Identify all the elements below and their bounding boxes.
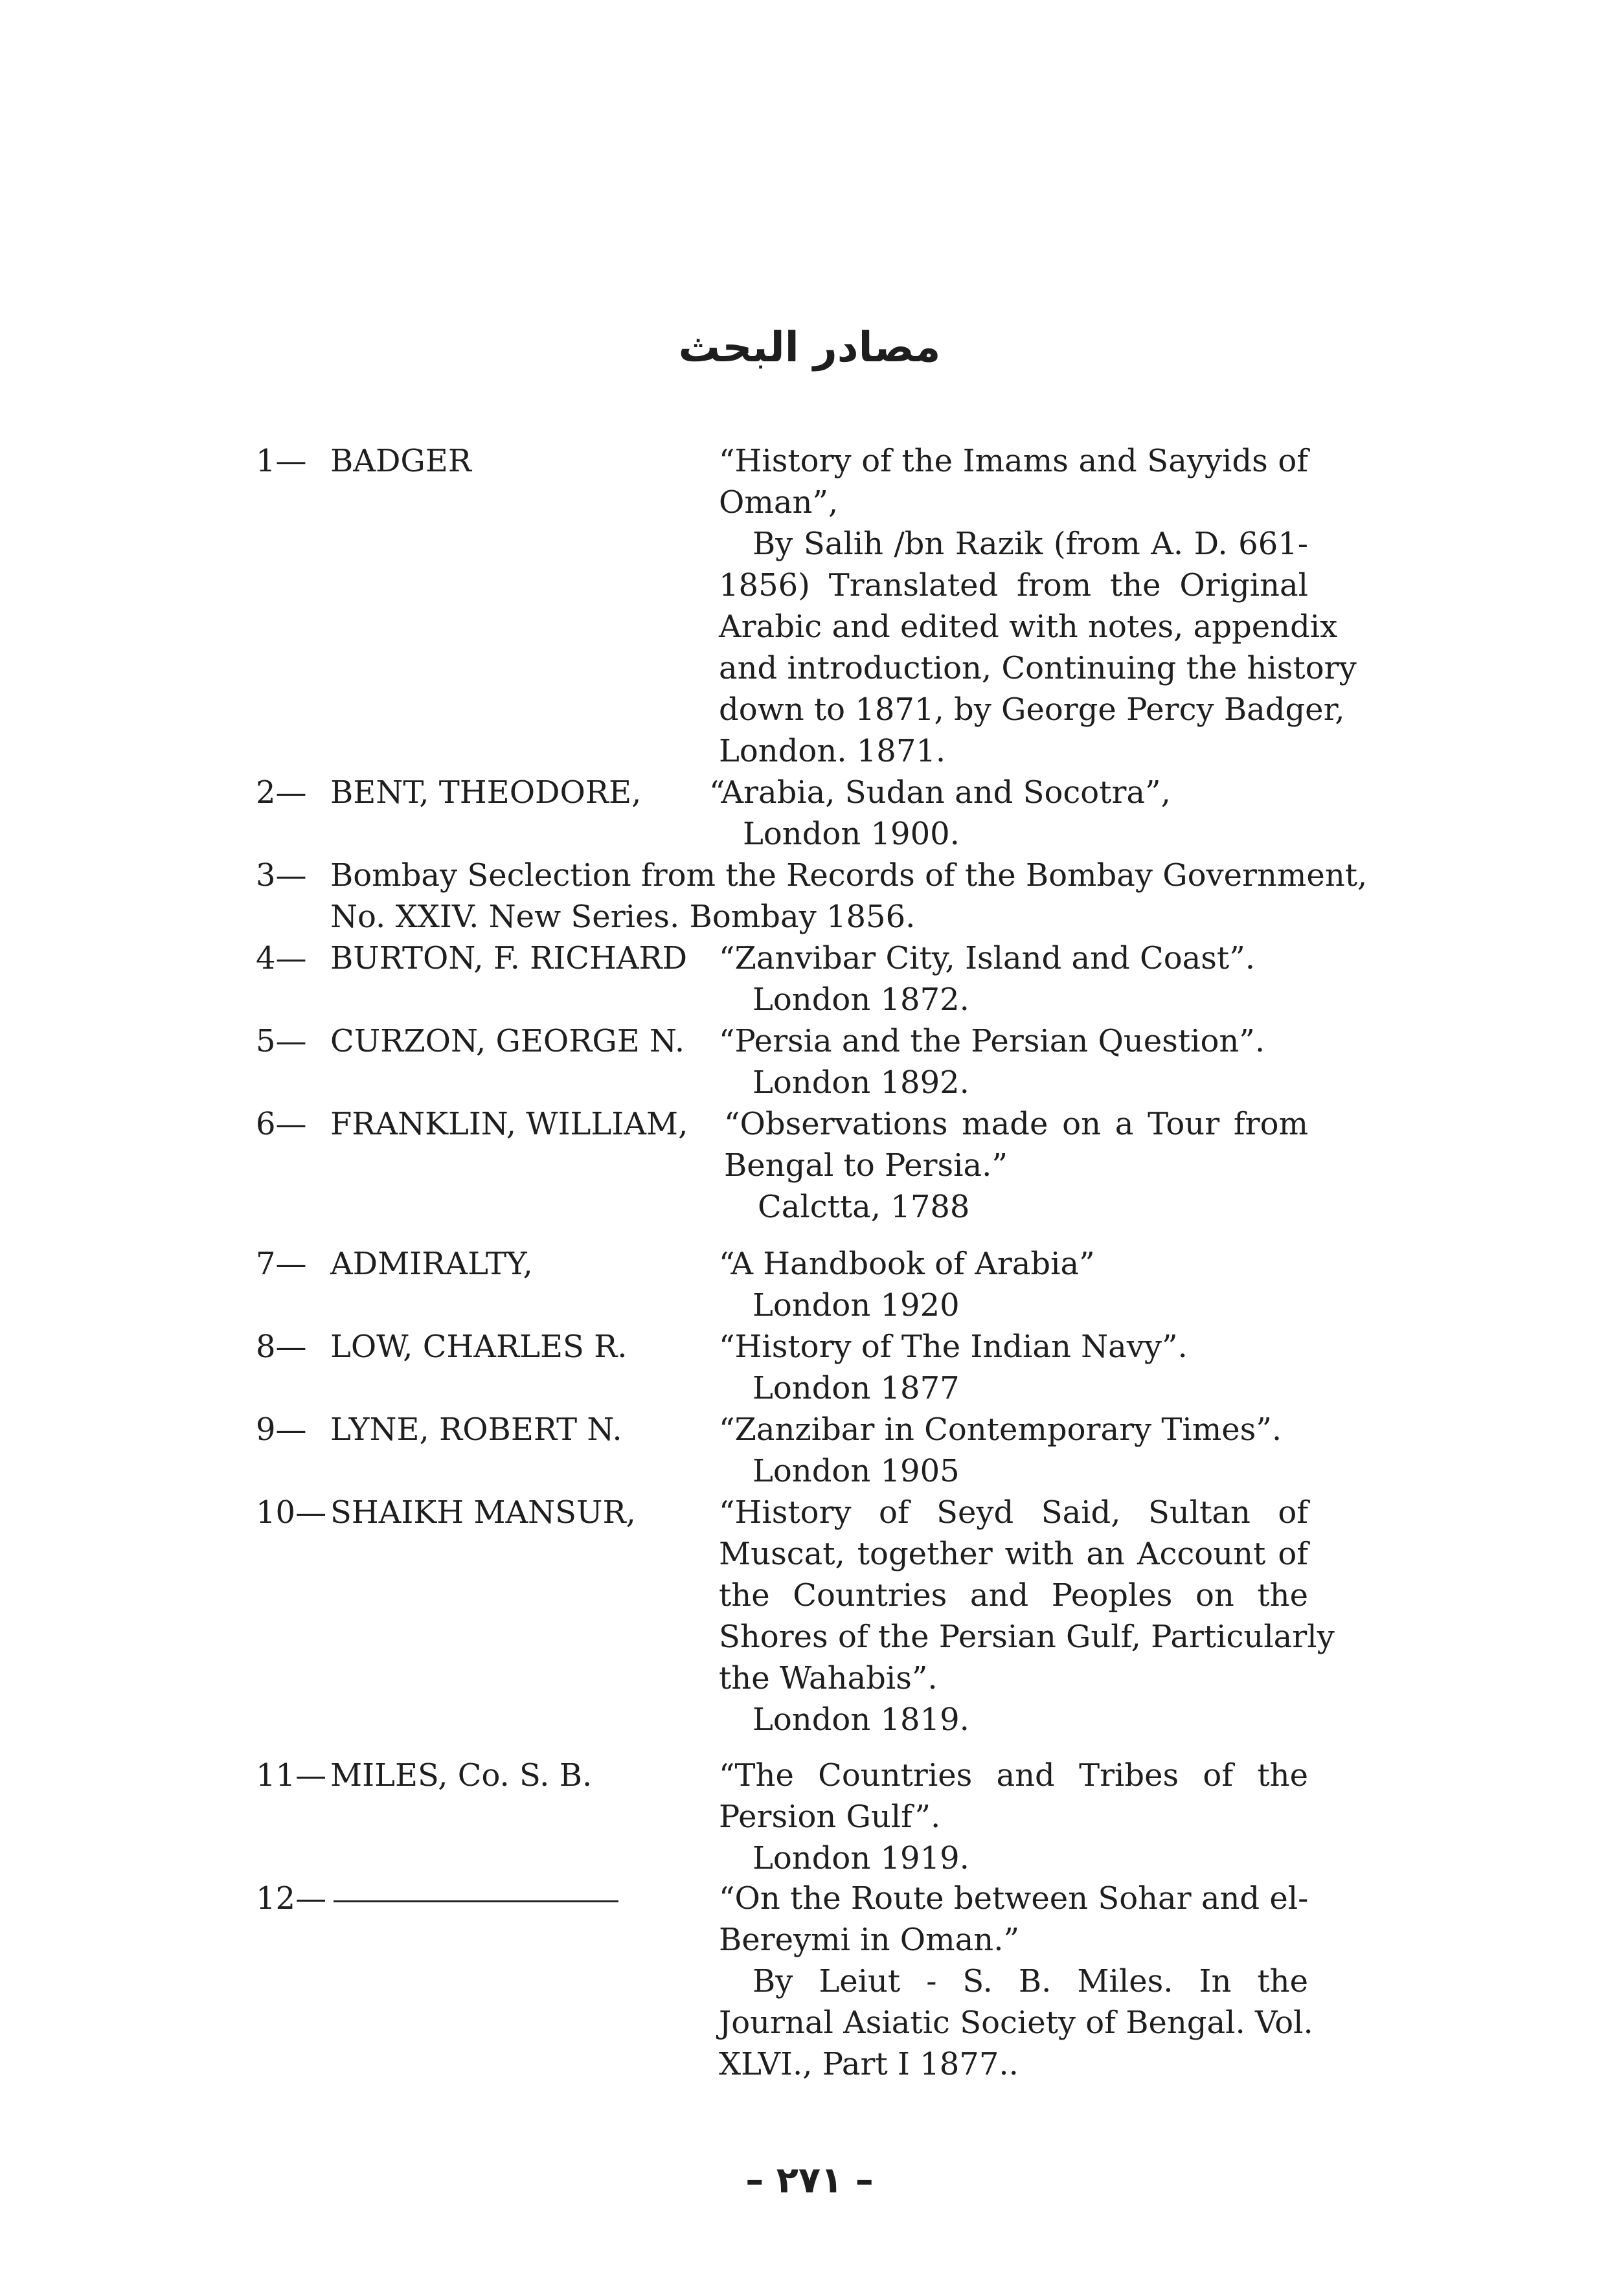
entry-work: “The Countries and Tribes of the Persion Gulf”. London 1919. bbox=[719, 1757, 1308, 1876]
page-title: مصادر البحث bbox=[678, 324, 941, 372]
entry-author: MILES, Co. S. B. bbox=[330, 1757, 593, 1794]
entry-author: CURZON, GEORGE N. bbox=[330, 1023, 685, 1059]
entry-number: 11— bbox=[256, 1757, 327, 1794]
entry-author: FRANKLIN, WILLIAM, bbox=[330, 1106, 688, 1142]
ditto-rule bbox=[334, 1878, 618, 1919]
entry-number: 5— bbox=[256, 1023, 307, 1059]
entry-work: “A Handbook of Arabia” London 1920 bbox=[719, 1246, 1095, 1323]
entry-work: “Persia and the Persian Question”. London 1892. bbox=[719, 1023, 1265, 1101]
entry-work: “Zanzibar in Contemporary Times”. London 1905 bbox=[719, 1412, 1282, 1489]
entry-work: “History of The Indian Navy”. London 1877 bbox=[719, 1329, 1188, 1406]
entry-number: 4— bbox=[256, 940, 307, 976]
entry-author: BADGER bbox=[330, 443, 471, 479]
entry-work: “On the Route between Sohar and el- Bereymi in Oman.” By Leiut - S. B. Miles. In the Journal Asiatic Society of Bengal. Vol. XLVI., Part I 1877.. bbox=[719, 1880, 1313, 2082]
entry-work: “Arabia, Sudan and Socotra”, London 1900. bbox=[709, 774, 1171, 852]
entry-number: 7— bbox=[256, 1246, 307, 1282]
entry-author: ADMIRALTY, bbox=[330, 1246, 533, 1282]
entry-number: 2— bbox=[256, 774, 307, 811]
entry-work: “History of Seyd Said, Sultan of Muscat, together with an Account of the Countries and Peoples on the Shores of the Persian Gulf, Particularly the Wahabis”. London 1819. bbox=[719, 1494, 1335, 1738]
entry-author: LOW, CHARLES R. bbox=[330, 1329, 628, 1365]
entry-number: 3— bbox=[256, 857, 307, 894]
entry-author: SHAIKH MANSUR, bbox=[330, 1494, 636, 1531]
entry-work: “History of the Imams and Sayyids of Oman”, By Salih /bn Razik (from A. D. 661- 1856) Translated from the Original Arabic and edited with notes, appendix and introduction, Continuing the history down to 1871, by George Percy Badger, London. 1871. bbox=[719, 443, 1357, 769]
entry-number: 10— bbox=[256, 1494, 327, 1531]
entry-author: BENT, THEODORE, bbox=[330, 774, 642, 811]
entry-work: “Observations made on a Tour from Bengal to Persia.” Calctta, 1788 bbox=[724, 1106, 1308, 1225]
entry-number: 12— bbox=[256, 1880, 327, 1917]
entry-number: 9— bbox=[256, 1412, 307, 1448]
page-number: – ٢٧١ – bbox=[745, 2159, 874, 2201]
entry-number: 6— bbox=[256, 1106, 307, 1142]
entry-author: BURTON, F. RICHARD bbox=[330, 940, 688, 976]
entry-author: LYNE, ROBERT N. bbox=[330, 1412, 622, 1448]
entry-text: Bombay Seclection from the Records of the Bombay Government, No. XXIV. New Series. Bombay 1856. bbox=[330, 857, 1368, 935]
entry-number: 1— bbox=[256, 443, 307, 479]
entry-number: 8— bbox=[256, 1329, 307, 1365]
entry-work: “Zanvibar City, Island and Coast”. London 1872. bbox=[719, 940, 1255, 1018]
